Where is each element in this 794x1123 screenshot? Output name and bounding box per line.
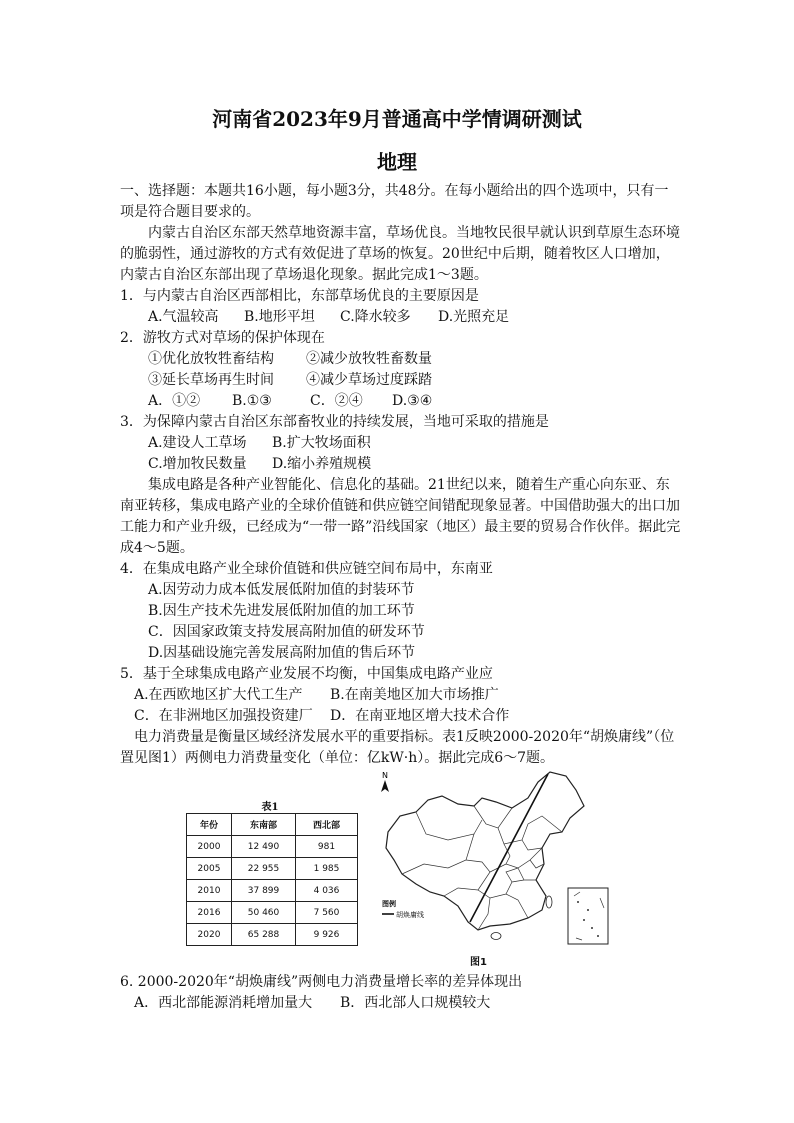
table-row [187,836,358,858]
q1-option-a: A.气温较高 [148,309,219,325]
q3-stem: 3．为保障内蒙古自治区东部畜牧业的持续发展，当地可采取的措施是 [120,414,549,430]
passage1-line3: 内蒙古自治区东部出现了草场退化现象。据此完成1～3题。 [120,267,488,283]
q2-statement-4: ④减少草场过度踩踏 [306,372,432,388]
passage3-line1: 电力消费量是衡量区域经济发展水平的重要指标。表1反映2000-2020年“胡焕庸线”（位 [134,729,675,745]
q6-option-b: B．西北部人口规模较大 [340,995,491,1011]
q2-statement-3: ③延长草场再生时间 [148,372,274,388]
table-cell: 2000 [187,836,232,858]
table-row [187,880,358,902]
q2-option-b: B.①③ [232,393,272,409]
table-cell: 2010 [187,880,232,902]
table-cell: 981 [296,836,358,858]
q3-option-c: C.增加牧民数量 [148,456,247,472]
table-header-row [187,814,358,836]
q2-statement-1: ①优化放牧牲畜结构 [148,351,274,367]
exam-title: 河南省2023年9月普通高中学情调研测试 [212,107,582,131]
q4-option-b: B.因生产技术先进发展低附加值的加工环节 [148,603,415,619]
subject-title: 地理 [377,150,417,174]
q6-stem: 6. 2000-2020年“胡焕庸线”两侧电力消费量增长率的差异体现出 [120,974,523,990]
table-header-cell: 东南部 [232,814,296,836]
section-instruction-line1: 一、选择题：本题共16小题，每小题3分，共48分。在每小题给出的四个选项中，只有一 [120,183,669,199]
q5-option-b: B.在南美地区加大市场推广 [330,687,499,703]
q2-option-a: A．①② [148,393,201,409]
china-map-figure [378,768,614,950]
q5-option-c: C．在非洲地区加强投资建厂 [134,708,313,724]
table-cell: 1 985 [296,858,358,880]
section-instruction-line2: 项是符合题目要求的。 [120,204,260,220]
north-label: N [382,771,388,780]
passage2-line2: 南亚转移，集成电路产业的全球价值链和供应链空间错配现象显著。中国借助强大的出口加 [120,498,680,514]
figure1-caption: 图1 [470,957,487,968]
q1-option-c: C.降水较多 [340,309,411,325]
table-header-cell: 年份 [187,814,232,836]
table-row [187,858,358,880]
table-cell: 22 955 [232,858,296,880]
q4-option-a: A.因劳动力成本低发展低附加值的封装环节 [148,582,415,598]
table-cell: 9 926 [296,924,358,946]
q5-option-d: D．在南亚地区增大技术合作 [330,708,510,724]
table-row [187,902,358,924]
q6-option-a: A．西北部能源消耗增加量大 [134,995,313,1011]
south-china-sea-inset [568,888,608,944]
legend-title: 图例 [382,900,396,908]
q1-option-d: D.光照充足 [438,309,510,325]
table-cell: 2005 [187,858,232,880]
q2-statement-2: ②减少放牧牲畜数量 [306,351,432,367]
north-arrow-icon [381,780,389,792]
electricity-table [186,813,358,946]
taiwan-island [546,896,552,908]
table-cell: 65 288 [232,924,296,946]
passage3-line2: 置见图1）两侧电力消费量变化（单位：亿kW·h）。据此完成6～7题。 [120,750,555,766]
table-cell: 50 460 [232,902,296,924]
china-outline [386,772,584,930]
passage2-line3: 工能力和产业升级，已经成为“一带一路”沿线国家（地区）最主要的贸易合作伙伴。据此完 [120,519,681,535]
passage2-line1: 集成电路是各种产业智能化、信息化的基础。21世纪以来，随着生产重心向东亚、东 [148,477,670,493]
q3-option-a: A.建设人工草场 [148,435,247,451]
q4-stem: 4．在集成电路产业全球价值链和供应链空间布局中，东南亚 [120,561,493,577]
q1-stem: 1．与内蒙古自治区西部相比，东部草场优良的主要原因是 [120,288,479,304]
passage1-line1: 内蒙古自治区东部天然草地资源丰富，草场优良。当地牧民很早就认识到草原生态环境 [148,225,680,241]
table-row [187,924,358,946]
q3-option-b: B.扩大牧场面积 [272,435,371,451]
table-cell: 4 036 [296,880,358,902]
table-header-cell: 西北部 [296,814,358,836]
table-cell: 2016 [187,902,232,924]
passage1-line2: 的脆弱性，通过游牧的方式有效促进了草场的恢复。20世纪中后期，随着牧区人口增加， [120,246,670,262]
legend-item-label: 胡焕庸线 [396,911,424,919]
q2-stem: 2．游牧方式对草场的保护体现在 [120,330,325,346]
q1-option-b: B.地形平坦 [244,309,315,325]
table-cell: 12 490 [232,836,296,858]
q2-option-c: C．②④ [310,393,363,409]
q2-option-d: D.③④ [392,393,433,409]
q4-option-c: C．因国家政策支持发展高附加值的研发环节 [148,624,425,640]
table-cell: 7 560 [296,902,358,924]
q5-option-a: A.在西欧地区扩大代工生产 [134,687,303,703]
q3-option-d: D.缩小养殖规模 [272,456,372,472]
table1-caption: 表1 [261,802,279,813]
hainan-island [491,933,501,940]
q5-stem: 5．基于全球集成电路产业发展不均衡，中国集成电路产业应 [120,666,493,682]
table-cell: 37 899 [232,880,296,902]
table-cell: 2020 [187,924,232,946]
passage2-line4: 成4～5题。 [120,540,194,556]
q4-option-d: D.因基础设施完善发展高附加值的售后环节 [148,645,416,661]
